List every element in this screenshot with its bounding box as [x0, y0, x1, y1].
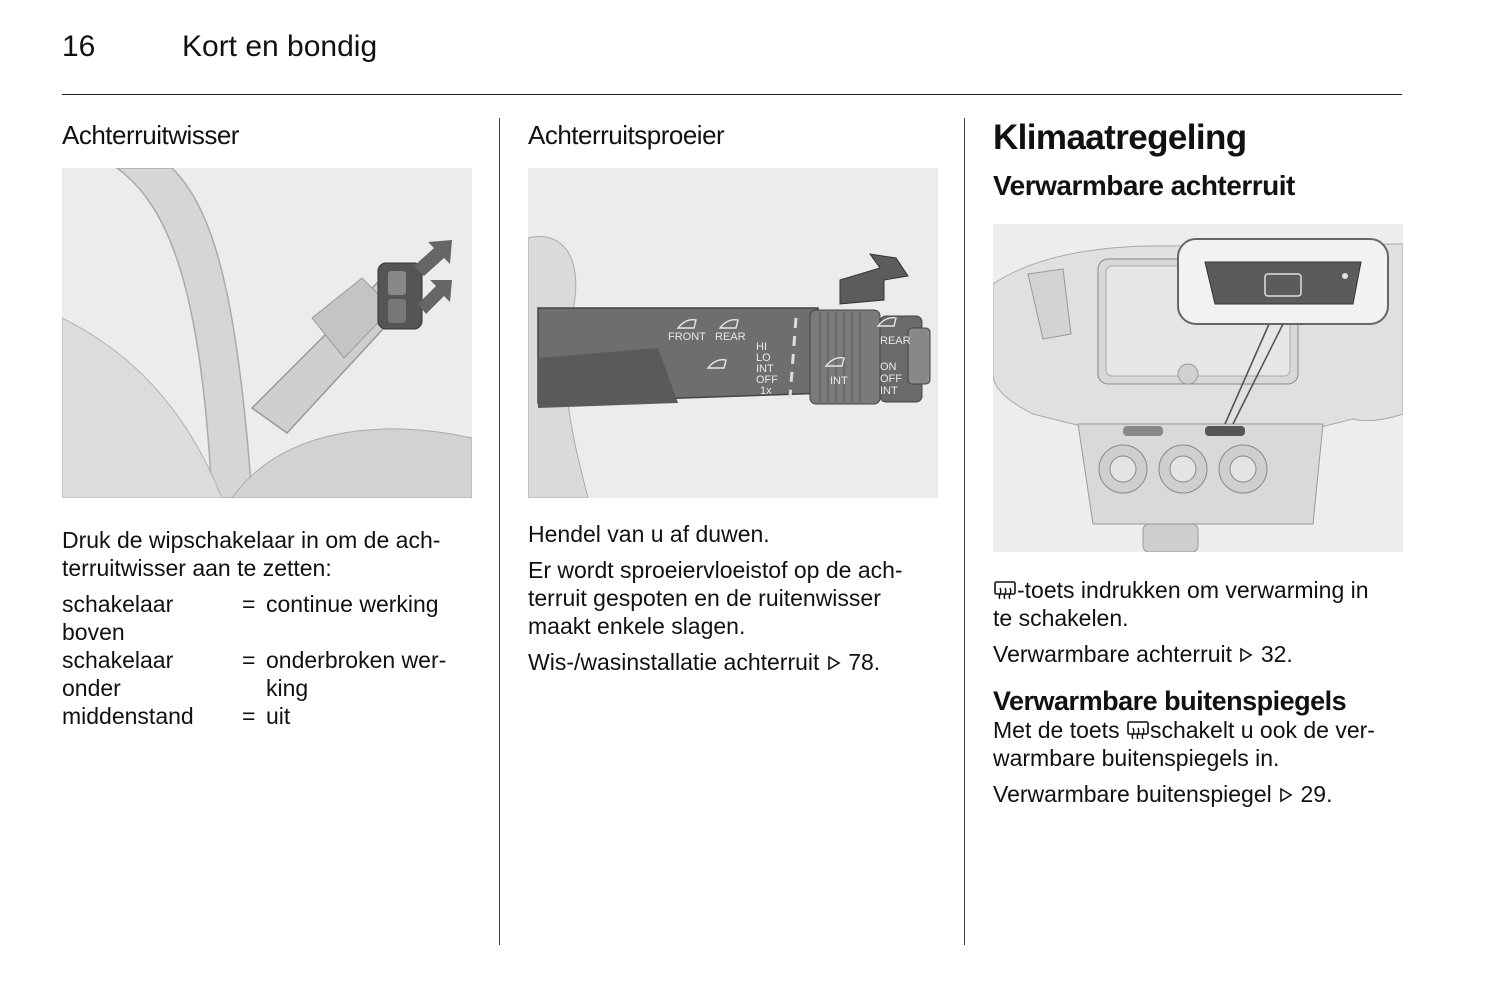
def-term-1: schakelaar boven [62, 591, 174, 645]
mirrors-instruction-line-1: Met de toets schakelt u ook de ver- [993, 717, 1375, 743]
header-rule [62, 94, 1402, 95]
page-reference-arrow-icon [1238, 647, 1254, 663]
stalk-label-lo: LO [756, 352, 771, 364]
rear-window-cross-reference[interactable] [993, 640, 1403, 668]
stalk-label-int2: INT [830, 375, 848, 387]
stalk-label-int: INT [756, 363, 774, 375]
washer-ref-page: 78. [848, 649, 881, 675]
column-divider-1 [499, 118, 500, 945]
washer-stalk-illustration [528, 168, 938, 498]
stalk-label-rear2: REAR [880, 335, 911, 347]
stalk-label-int3: INT [880, 385, 898, 397]
mirrors-instruction-line-2: warmbare buitenspiegels in. [993, 745, 1280, 771]
page-number: 16 [62, 30, 96, 63]
heated-rear-window-heading: Verwarmbare achterruit [993, 170, 1295, 201]
page-reference-arrow-icon [826, 655, 842, 671]
mirrors-ref-text: Verwarmbare buitenspiegel [993, 781, 1272, 807]
stalk-label-off: OFF [756, 374, 778, 386]
def-sep-2: = [242, 647, 256, 673]
rear-window-defrost-icon [1126, 720, 1150, 740]
def-term-3: middenstand [62, 703, 194, 729]
climate-panel-figure [993, 224, 1403, 552]
chapter-title: Kort en bondig [182, 30, 378, 63]
rear-wiper-stalk-illustration [62, 168, 472, 498]
intro-line-1: Druk de wipschakelaar in om de ach- [62, 527, 441, 553]
section-heading-rear-wiper: Achterruitwisser [62, 120, 239, 150]
def-desc-3: uit [266, 703, 291, 729]
climate-title: Klimaatregeling [993, 118, 1247, 157]
washer-cross-reference[interactable] [528, 648, 938, 676]
rear-window-ref-text: Verwarmbare achterruit [993, 641, 1233, 667]
column-divider-2 [964, 118, 965, 945]
washer-para-line-2: terruit gespoten en de ruitenwisser [528, 585, 881, 611]
stalk-label-on: ON [880, 361, 897, 373]
rear-window-defrost-icon [993, 580, 1017, 600]
stalk-label-front: FRONT [668, 331, 706, 343]
column-rear-washer [528, 118, 938, 676]
switch-definition-table [62, 590, 472, 730]
page-reference-arrow-icon [1278, 787, 1294, 803]
rear-window-instruction-line-1: -toets indrukken om verwarming in [993, 576, 1403, 604]
def-term-2: schakelaar onder [62, 647, 174, 701]
rear-window-instruction-line-2: te schakelen. [993, 605, 1129, 631]
def-desc-2: onderbroken wer- king [266, 647, 447, 701]
stalk-label-hi: HI [756, 341, 767, 353]
rear-washer-figure [528, 168, 938, 498]
washer-instruction: Hendel van u af duwen. [528, 521, 770, 547]
stalk-label-off2: OFF [880, 373, 902, 385]
washer-ref-text: Wis-/wasinstallatie achterruit [528, 649, 820, 675]
intro-line-2: terruitwisser aan te zetten: [62, 555, 332, 581]
washer-para-line-3: maakt enkele slagen. [528, 613, 746, 639]
def-desc-1: continue werking [266, 591, 439, 617]
column-rear-wiper [62, 118, 472, 730]
mirrors-cross-reference[interactable] [993, 780, 1403, 808]
mirrors-ref-page: 29. [1300, 781, 1333, 807]
rear-wiper-figure [62, 168, 472, 498]
def-sep-3: = [242, 703, 256, 729]
heated-mirrors-heading: Verwarmbare buitenspiegels [993, 686, 1347, 716]
def-sep-1: = [242, 591, 256, 617]
washer-para-line-1: Er wordt sproeiervloeistof op de ach- [528, 557, 903, 583]
climate-panel-illustration [993, 224, 1403, 552]
stalk-label-1x: 1x [760, 385, 772, 397]
stalk-label-rear: REAR [715, 331, 746, 343]
rear-window-ref-page: 32. [1260, 641, 1293, 667]
column-climate [993, 118, 1403, 808]
section-heading-rear-washer: Achterruitsproeier [528, 120, 725, 150]
